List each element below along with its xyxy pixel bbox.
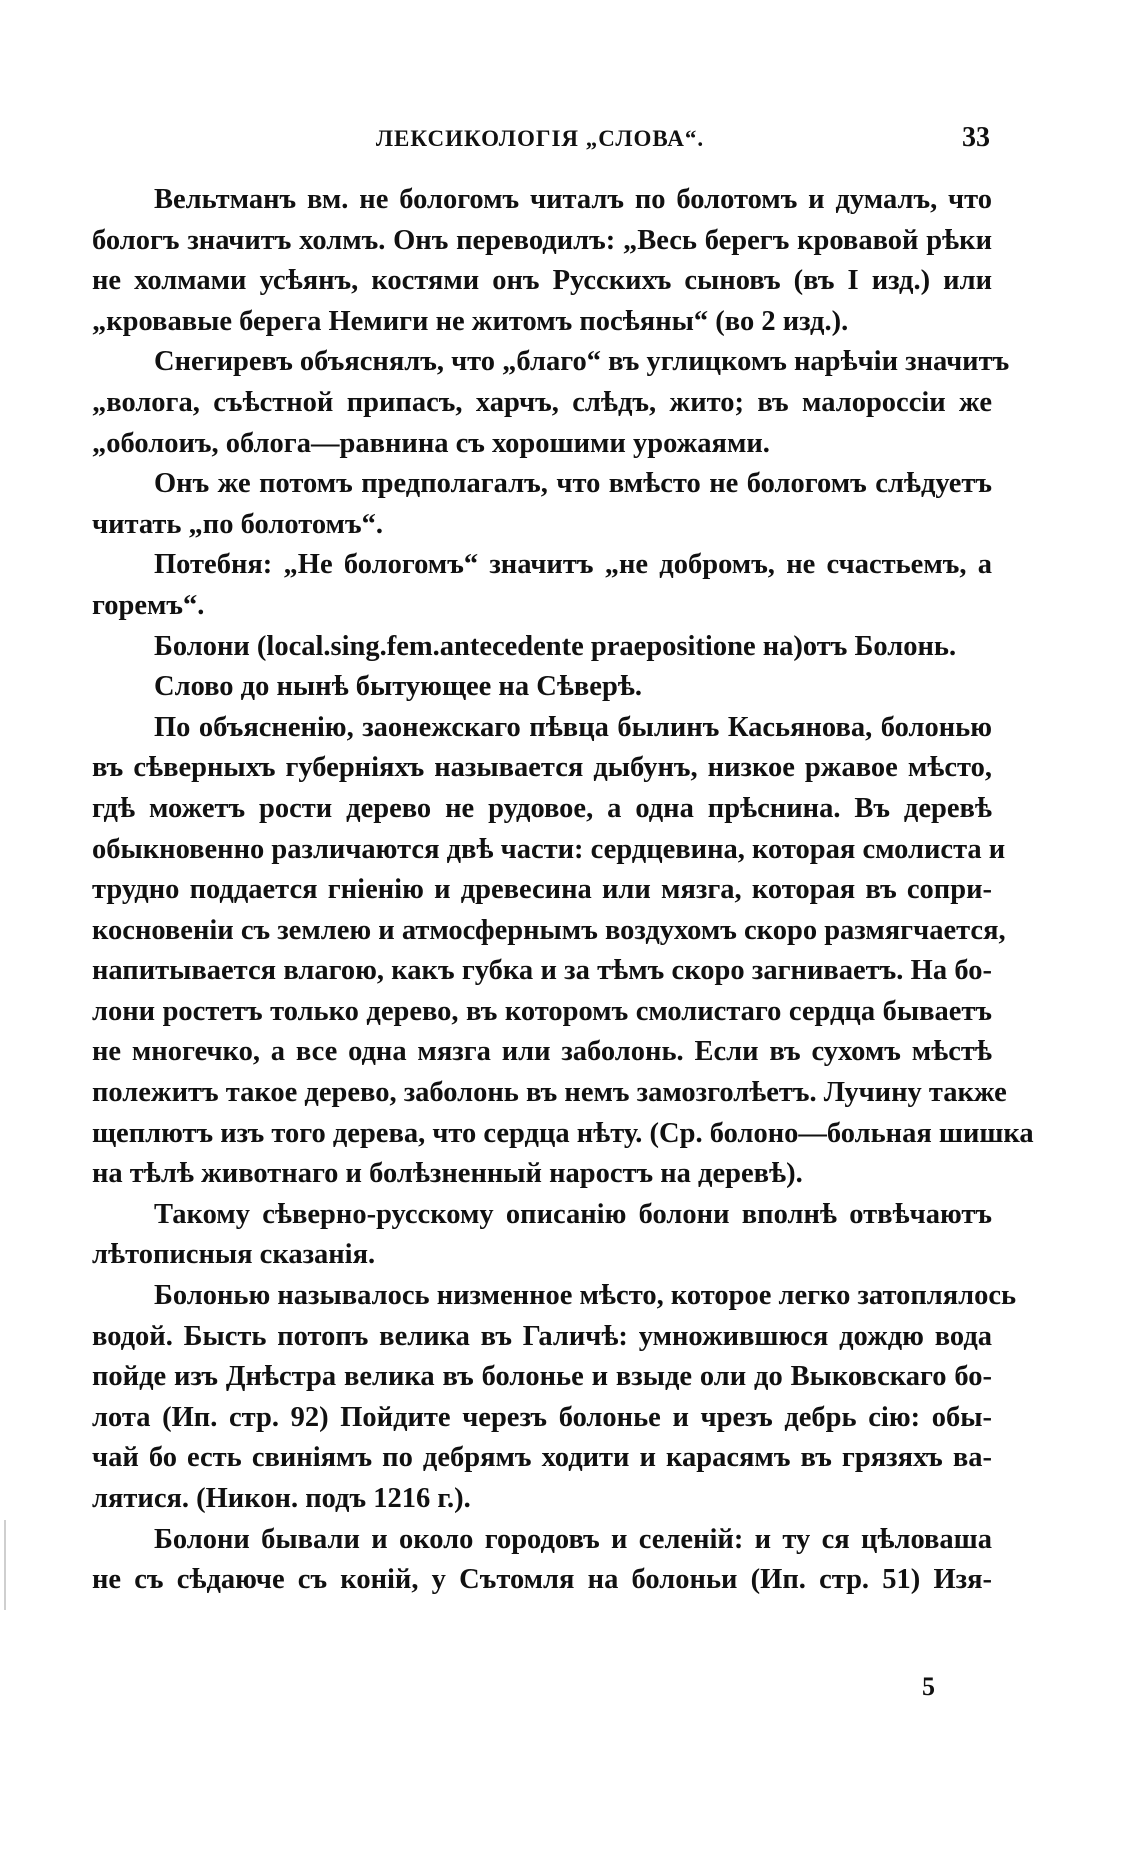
signature-mark: 5 (922, 1672, 935, 1701)
body-text (92, 180, 1034, 1601)
text-line: въ сѣверныхъ губерніяхъ называется дыбунъ, низкое ржавое мѣсто, (92, 752, 992, 784)
page-header (90, 122, 990, 166)
text-line: не холмами усѣянъ, костями онъ Русскихъ сыновъ (въ I изд.) или (92, 265, 992, 297)
text-line: „оболоиъ, облога—равнина съ хорошими урожаями. (92, 427, 770, 459)
text-line: горемъ“. (92, 589, 205, 621)
text-line: водой. Бысть потопъ велика въ Галичѣ: умножившюся дождю вода (92, 1320, 992, 1352)
text-line: на тѣлѣ животнаго и болѣзненный наростъ на деревѣ). (92, 1158, 803, 1190)
text-line: лятися. (Никон. подъ 1216 г.). (92, 1483, 471, 1514)
text-line: читать „по болотомъ“. (92, 508, 383, 540)
page-number: 33 (962, 122, 990, 153)
text-line: чай бо есть свиніямъ по дебрямъ ходити и карасямъ въ грязяхъ ва- (92, 1442, 992, 1474)
text-line: косновеніи съ землею и атмосфернымъ воздухомъ скоро размягчается, (92, 914, 1006, 946)
text-line: Онъ же потомъ предполагалъ, что вмѣсто не бологомъ слѣдуетъ (154, 468, 992, 500)
text-line: гдѣ можетъ рости дерево не рудовое, а одна прѣснина. Въ деревѣ (92, 792, 992, 824)
text-line: лѣтописныя сказанія. (92, 1239, 376, 1271)
text-line: не многечко, а все одна мязга или заболонь. Если въ сухомъ мѣстѣ (92, 1036, 992, 1068)
text-line: Болони (local.sing.fem.antecedente praepositione на)отъ Болонь. (154, 630, 957, 662)
running-title: ЛЕКСИКОЛОГІЯ „СЛОВА“. (375, 126, 705, 151)
text-line: Такому сѣверно-русскому описанію болони вполнѣ отвѣчаютъ (154, 1198, 992, 1230)
text-line: трудно поддается гніенію и древесина или мязга, которая въ сопри- (92, 874, 992, 906)
text-line: пойде изъ Днѣстра велика въ болонье и взыде оли до Выковскаго бо- (92, 1361, 992, 1393)
text-line: щеплютъ изъ того дерева, что сердца нѣту. (Ср. болоно—больная шишка (92, 1117, 1034, 1149)
text-line: Слово до нынѣ бытующее на Сѣверѣ. (154, 671, 643, 703)
text-line: Снегиревъ объяснялъ, что „благо“ въ углицкомъ нарѣчіи значитъ (154, 346, 1010, 378)
text-line: Болонью называлось низменное мѣсто, которое легко затоплялось (154, 1280, 1017, 1312)
text-line: напитывается влагою, какъ губка и за тѣмъ скоро загниваетъ. На бо- (92, 955, 992, 987)
text-line: лота (Ип. стр. 92) Пойдите черезъ болонье и чрезъ дебрь сію: обы- (92, 1401, 992, 1433)
text-line: полежитъ такое дерево, заболонь въ немъ замозголѣетъ. Лучину также (92, 1077, 1007, 1109)
text-line: лони ростетъ только дерево, въ которомъ смолистаго сердца бываетъ (92, 995, 992, 1027)
text-line: „кровавые берега Немиги не житомъ посѣяны“ (во 2 изд.). (92, 305, 849, 337)
text-line: обыкновенно различаются двѣ части: сердцевина, которая смолиста и (92, 833, 1006, 865)
text-line: Потебня: „Не бологомъ“ значитъ „не добромъ, не счастьемъ, а (154, 549, 992, 581)
text-line: Болони бывали и около городовъ и селеній: и ту ся цѣловаша (154, 1523, 992, 1555)
text-line: По объясненію, заонежскаго пѣвца былинъ Касьянова, болонью (154, 711, 992, 743)
text-line: „волога, съѣстной припасъ, харчъ, слѣдъ, жито; въ малороссіи же (92, 386, 992, 418)
text-line: не съ сѣдаюче съ коній, у Сътомля на болоньи (Ип. стр. 51) Изя- (92, 1564, 992, 1596)
text-line: Вельтманъ вм. не бологомъ читалъ по болотомъ и думалъ, что (154, 184, 992, 215)
scan-edge-mark (4, 1520, 6, 1610)
text-line: бологъ значитъ холмъ. Онъ переводилъ: „Весь берегъ кровавой рѣки (92, 224, 992, 256)
